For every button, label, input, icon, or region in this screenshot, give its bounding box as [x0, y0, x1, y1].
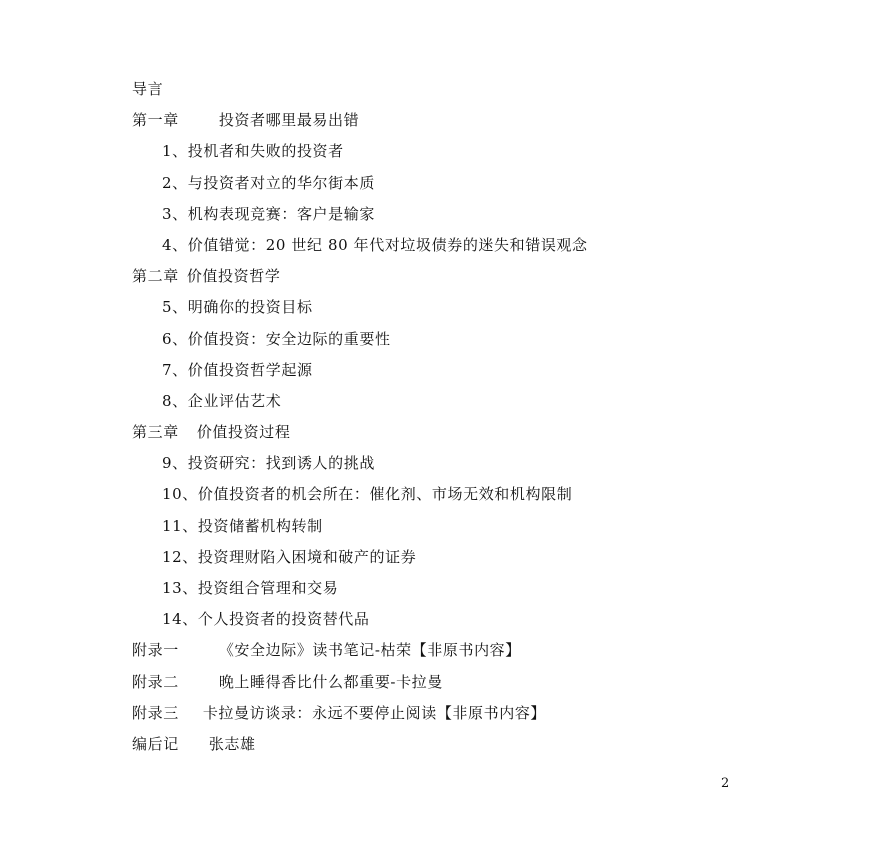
- section-title: 2、与投资者对立的华尔街本质: [162, 173, 375, 192]
- toc-appendix-2: [132, 667, 752, 698]
- toc-appendix-1: [132, 635, 752, 666]
- section-title: 1、投机者和失败的投资者: [162, 142, 344, 161]
- section-title: 12、投资理财陷入困境和破产的证券: [162, 547, 417, 566]
- toc-section-8: [132, 386, 752, 417]
- appendix-label: 附录一: [132, 641, 179, 660]
- toc-section-2: [132, 168, 752, 199]
- section-title: 6、价值投资：安全边际的重要性: [162, 329, 391, 348]
- toc-chapter-2: [132, 261, 752, 292]
- toc-section-6: [132, 324, 752, 355]
- toc-section-7: [132, 355, 752, 386]
- chapter-label: 第二章: [132, 267, 179, 286]
- afterword-title: 张志雄: [208, 734, 256, 753]
- section-title: 7、价值投资哲学起源: [162, 360, 313, 379]
- section-title: 11、投资储蓄机构转制: [162, 516, 323, 535]
- toc-section-10: [132, 479, 752, 510]
- appendix-title: 《安全边际》读书笔记-枯荣【非原书内容】: [218, 641, 521, 660]
- toc-chapter-1: [132, 105, 752, 136]
- toc-section-5: [132, 292, 752, 323]
- section-title: 8、企业评估艺术: [162, 391, 282, 410]
- section-title: 5、明确你的投资目标: [162, 298, 313, 317]
- toc-intro-label: 导言: [132, 80, 164, 98]
- chapter-title: 价值投资过程: [196, 423, 291, 442]
- section-title: 13、投资组合管理和交易: [162, 579, 339, 597]
- chapter-title: 价值投资哲学: [186, 267, 281, 286]
- chapter-label: 第一章: [132, 111, 179, 130]
- toc-section-12: [132, 542, 752, 573]
- toc-section-11: [132, 511, 752, 542]
- section-title: 4、价值错觉：20 世纪 80 年代对垃圾债券的迷失和错误观念: [162, 235, 588, 254]
- toc-section-3: [132, 199, 752, 230]
- toc-section-13: [132, 573, 752, 604]
- appendix-label: 附录二: [132, 672, 179, 691]
- toc-entry-intro: [132, 74, 752, 105]
- toc-section-1: [132, 136, 752, 167]
- section-title: 10、价值投资者的机会所在：催化剂、市场无效和机构限制: [162, 485, 573, 504]
- toc-section-4: [132, 230, 752, 261]
- toc-section-14: [132, 604, 752, 635]
- chapter-title: 投资者哪里最易出错: [218, 111, 360, 130]
- afterword-label: 编后记: [132, 734, 179, 753]
- page-number: 2: [721, 776, 730, 791]
- table-of-contents: [132, 74, 752, 760]
- toc-appendix-3: [132, 698, 752, 729]
- appendix-title: 卡拉曼访谈录：永远不要停止阅读【非原书内容】: [202, 703, 547, 722]
- chapter-label: 第三章: [132, 423, 179, 442]
- section-title: 9、投资研究：找到诱人的挑战: [162, 454, 375, 473]
- appendix-label: 附录三: [132, 703, 179, 722]
- appendix-title: 晚上睡得香比什么都重要-卡拉曼: [218, 672, 443, 691]
- section-title: 14、个人投资者的投资替代品: [162, 610, 370, 629]
- toc-afterword: [132, 729, 752, 760]
- section-title: 3、机构表现竞赛：客户是输家: [162, 204, 375, 223]
- toc-section-9: [132, 448, 752, 479]
- toc-chapter-3: [132, 417, 752, 448]
